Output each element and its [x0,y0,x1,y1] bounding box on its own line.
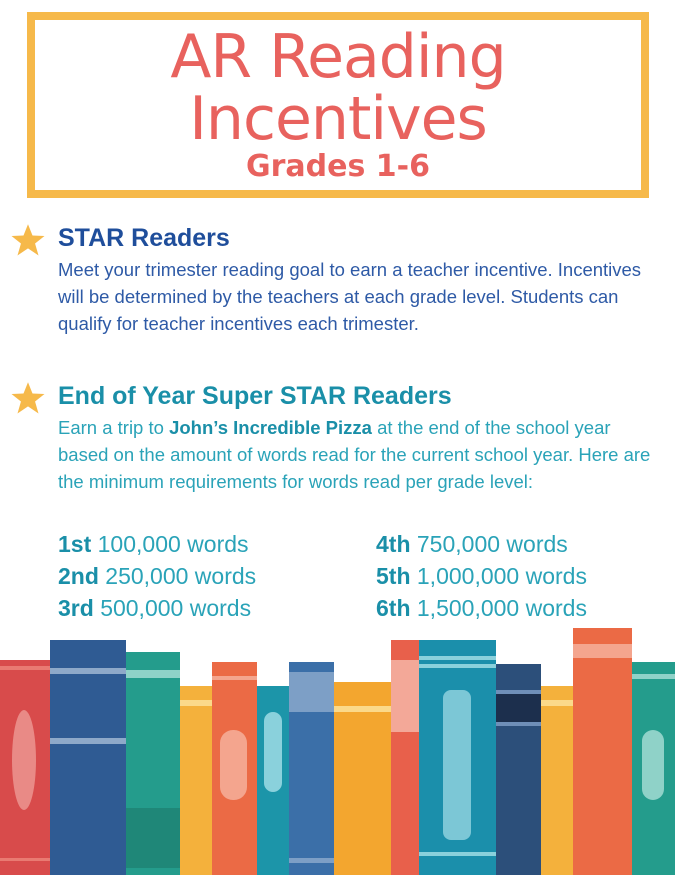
section-heading: STAR Readers [58,224,230,252]
grade-column [58,528,256,624]
books-illustration [0,620,675,875]
page-subtitle: Grades 1-6 [246,149,430,184]
section-body [58,414,658,495]
grade-column [376,528,587,624]
grade-label: 1st [58,531,92,557]
page-title-line-1: AR Reading [170,22,506,92]
grade-row [58,528,256,560]
grade-label: 5th [376,563,411,589]
grade-row [376,560,587,592]
body-text-bold: John’s Incredible Pizza [169,417,372,438]
grade-words: 500,000 words [100,595,252,621]
grade-words: 1,000,000 words [416,563,587,589]
star-icon [10,222,46,258]
section-body: Meet your trimester reading goal to earn a teacher incentive. Incentives will be determined by the teachers at each grade level. Students can qualify for teacher incentives each trimester. [58,259,642,334]
book-spine [50,640,126,875]
section-super-star-readers [58,380,658,495]
title-frame [27,12,649,198]
section-star-readers [58,222,658,337]
book-spine [541,686,573,875]
section-heading: End of Year Super STAR Readers [58,382,452,410]
grade-words: 100,000 words [97,531,249,557]
grade-label: 6th [376,595,411,621]
grade-row [376,528,587,560]
grade-label: 2nd [58,563,99,589]
grade-words: 1,500,000 words [416,595,587,621]
body-text-after: at the end of the school year based on the amount of words read for the current school year. Here are the minimum requirements for words read per grade level: [58,417,651,492]
body-text-before: Earn a trip to [58,417,170,438]
book-spine [573,628,632,875]
book-spine [180,686,212,875]
grade-row [58,560,256,592]
star-icon [10,380,46,416]
grade-label: 3rd [58,595,94,621]
grade-label: 4th [376,531,411,557]
grade-words: 250,000 words [105,563,257,589]
grade-words: 750,000 words [416,531,568,557]
page-title-line-2: Incentives [189,84,487,154]
